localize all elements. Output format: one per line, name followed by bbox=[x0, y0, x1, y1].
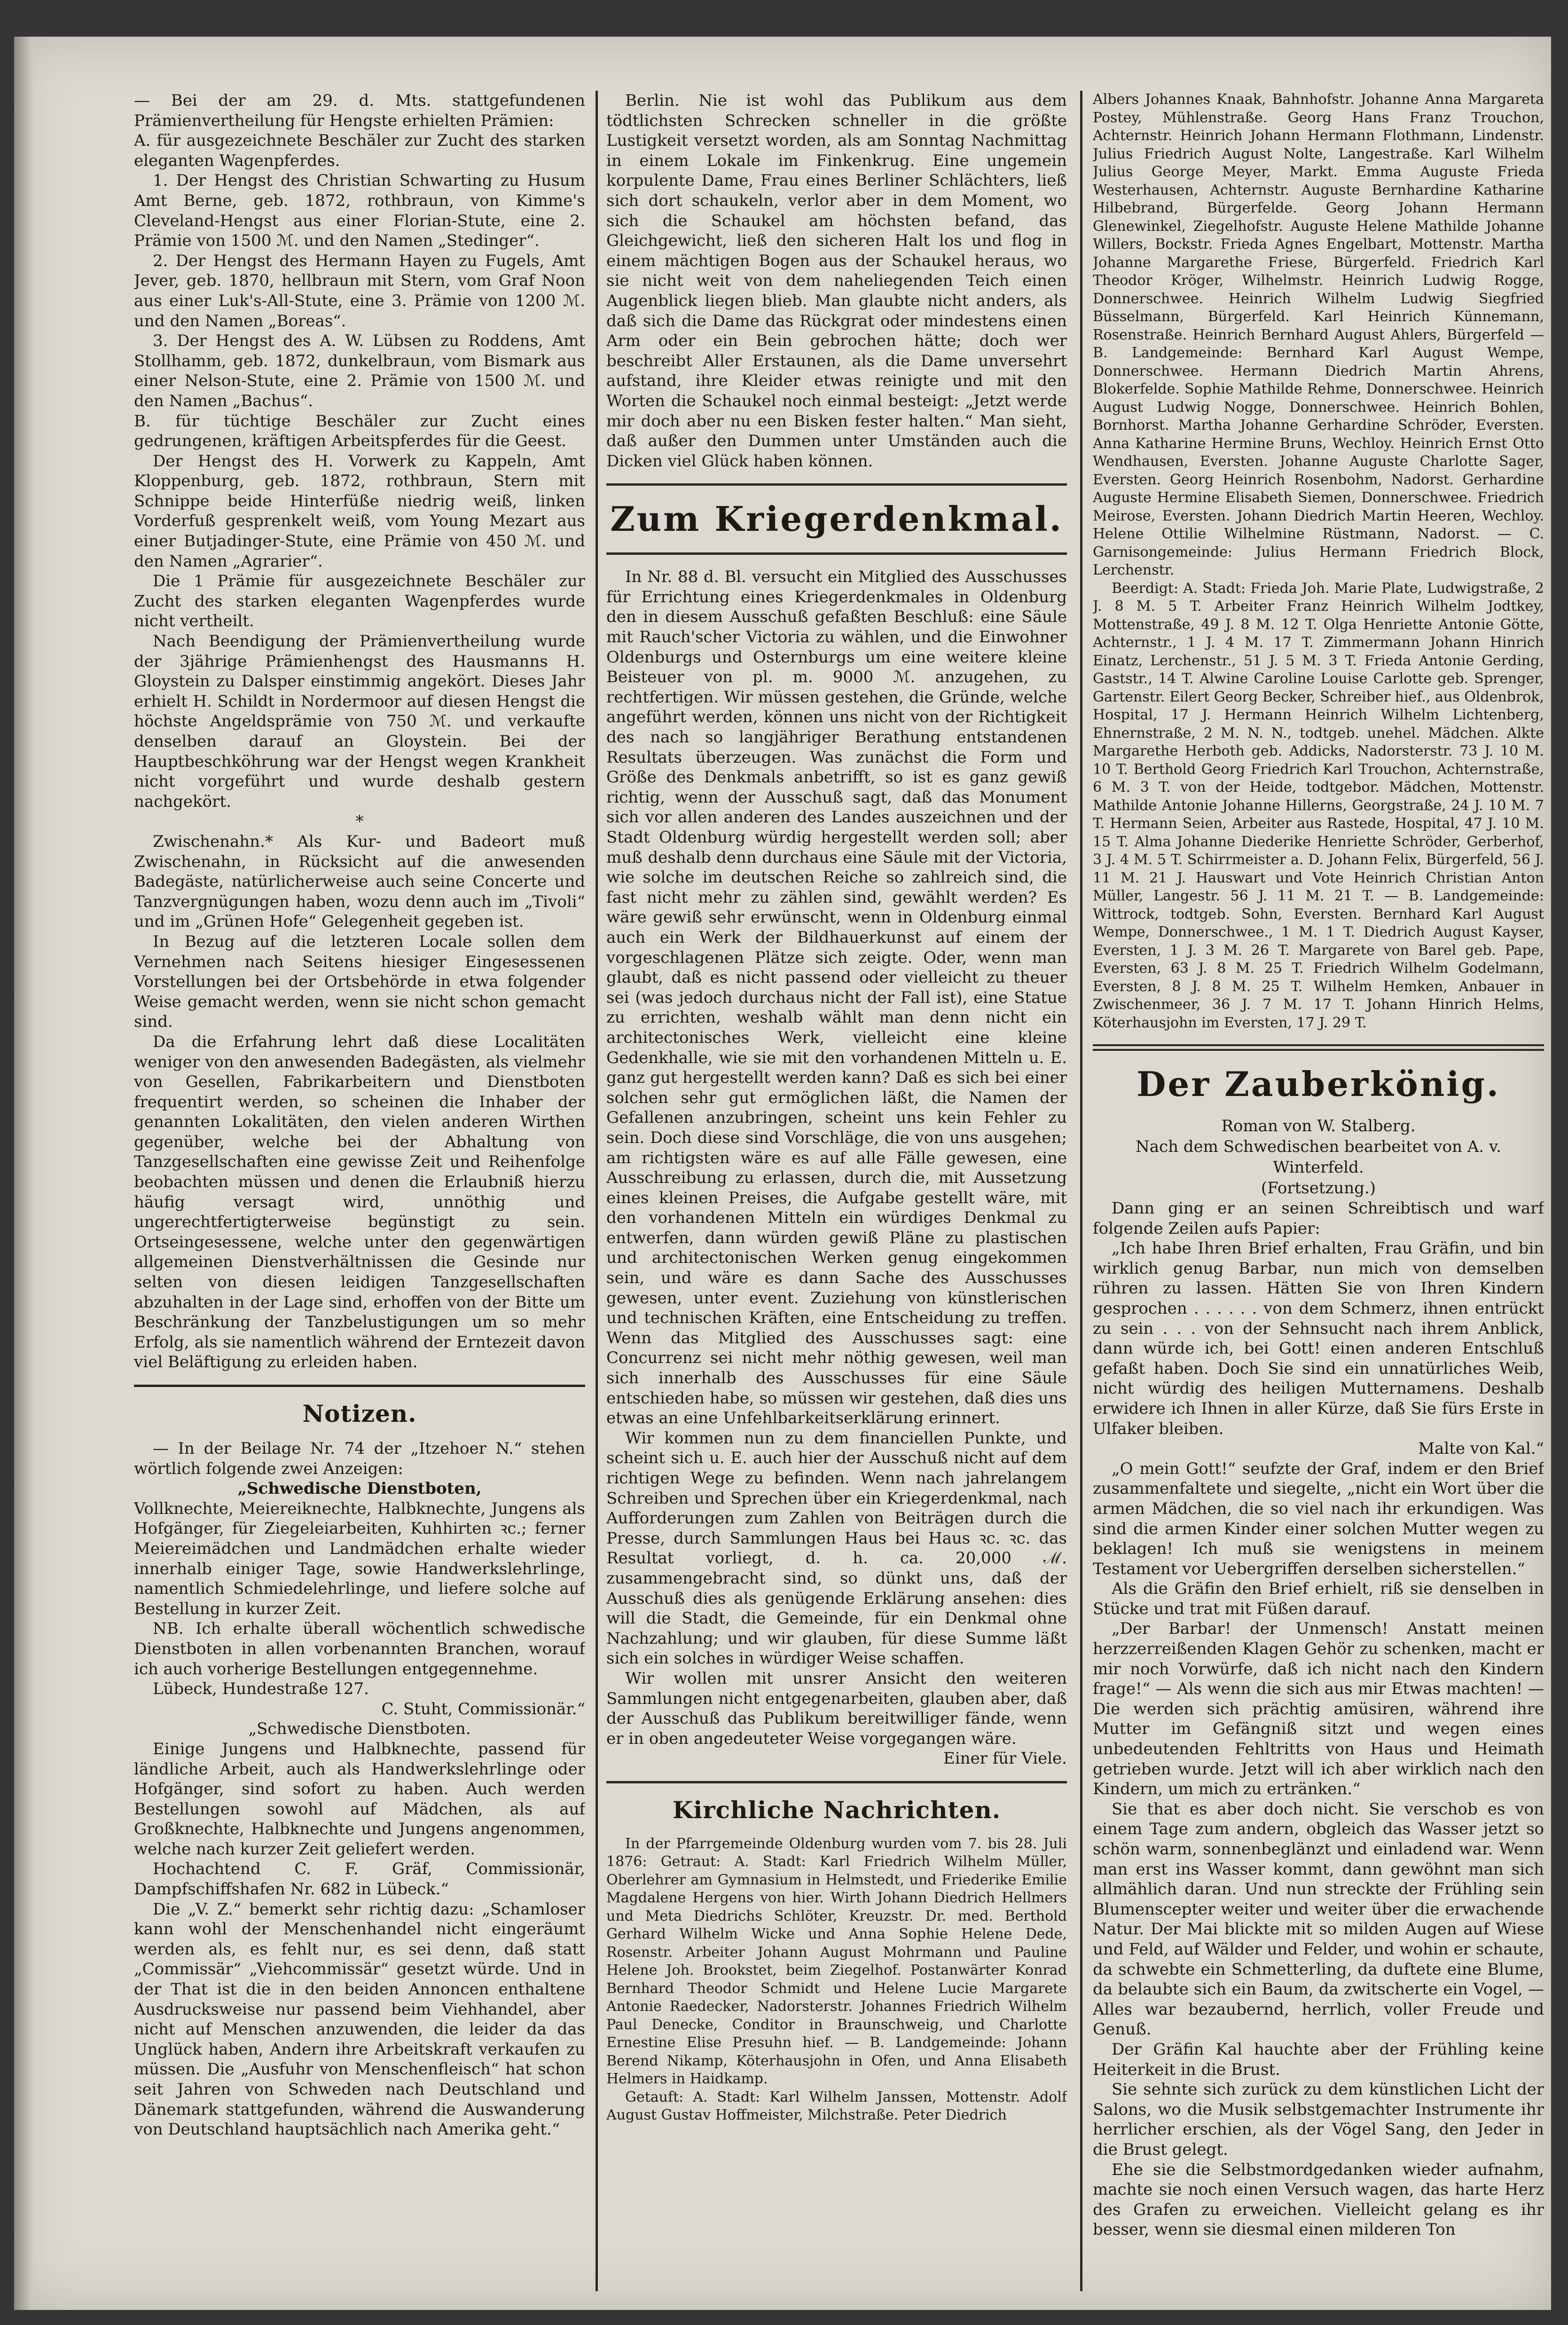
section-rule bbox=[134, 1385, 585, 1387]
notizen-heading: Notizen. bbox=[302, 1400, 417, 1427]
kriegerdenkmal-1: In Nr. 88 d. Bl. versucht ein Mitglied des Ausschusses für Errichtung eines Kriegerdenkmales in Oldenburg den in diesem Ausschuß gefaßten Beschluß: eine Säule mit Rauch'scher Victoria zu wählen, und die Einwohner Oldenburgs und Osternburgs um eine weitere kleine Beisteuer von pl. m. 9000 ℳ. anzugehen, zu rechtfertigen. Wir müssen gestehen, die Gründe, welche angeführt werden, können uns nicht von der Richtigkeit des nach so langjähriger Berathung entstandenen Resultats überzeugen. Was zunächst die Form und Größe des Denkmals anbetrifft, so ist es ganz gewiß richtig, wenn der Ausschuß sagt, daß das Monument sich vor allen anderen des Landes auszeichnen und der Stadt Oldenburg würdig hergestellt werden soll; aber muß deshalb denn durchaus eine Säule mit der Victoria, wie solche im deutschen Reiche so zahlreich sind, die fast nicht mehr zu zählen sind, gewählt werden? Es wäre gewiß sehr erwünscht, wenn in Oldenburg einmal auch ein Werk der Bildhauerkunst auf einem der vorgeschlagenen Plätze sich zeigte. Oder, wenn man glaubt, daß es nicht passend oder vielleicht zu theuer sei (was jedoch durchaus nicht der Fall ist), eine Statue zu errichten, weshalb wählt man denn nicht ein architectonisches Werk, vielleicht eine kleine Gedenkhalle, wie sie mit den vorhandenen Mitteln u. E. ganz gut hergestellt werden kann? Daß es sich bei einer solchen sehr gut ermöglichen läßt, die Namen der Gefallenen anzubringen, scheint uns kein Fehler zu sein. Doch diese sind Vorschläge, die von uns ausgehen; am richtigsten wäre es auf alle Fälle gewesen, eine Ausschreibung zu erlassen, durch die, mit Aussetzung eines kleinen Preises, die Aufgabe gestellt wäre, mit den vorhandenen Mitteln ein würdiges Denkmal zu entwerfen, dann würden gewiß Pläne zu plastischen und architectonischen Werken genug eingekommen sein, und wäre es dann Sache des Ausschusses gewesen, unter event. Zuziehung von künstlerischen und technischen Kräften, eine Entscheidung zu treffen. Wenn das Mitglied des Ausschusses sagt: eine Concurrenz sei nicht mehr nöthig gewesen, weil man sich innerhalb des Ausschusses für eine Säule entschieden habe, so müssen wir gestehen, daß dies uns etwas an eine Unfehlbarkeitserklärung erinnert. bbox=[606, 567, 1067, 1428]
roman-8: Der Gräfin Kal hauchte aber der Frühling keine Heiterkeit in die Brust. bbox=[1093, 2040, 1544, 2079]
notizen-8: Hochachtend C. F. Gräf, Commissionär, Dampfschiffshafen Nr. 682 in Lübeck.“ bbox=[134, 1860, 585, 1899]
notizen-ad-title: „Schwedische Dienstboten, bbox=[237, 1479, 482, 1498]
roman-6: „Der Barbar! der Unmensch! Anstatt meinen herzzerreißenden Klagen Gehör zu schenken, macht er mir noch Vorwürfe, daß ich nicht nach den Kindern frage!“ — Als wenn die sich aus mir Etwas machten! — Die werden sich prächtig amüsiren, während ihre Mutter im Gefängniß sitzt und wegen eines unbedeutenden Fehltritts von Haus und Heimath getrieben wurde. Jetzt will ich aber wirklich nach den Kindern, um mich zu ertränken.“ bbox=[1093, 1619, 1544, 1799]
kriegerdenkmal-3: Wir wollen mit unsrer Ansicht den weiteren Sammlungen nicht entgegenarbeiten, glauben aber, daß der Ausschuß das Publikum bereitwilliger fände, wenn er in oben angedeuteter Weise vorgegangen wäre. bbox=[606, 1669, 1067, 1748]
roman-3: Malte von Kal.“ bbox=[1418, 1439, 1544, 1458]
praemien-d-text: Nach Beendigung der Prämienvertheilung wurde der 3jährige Prämienhengst des Hausmanns H. Gloystein zu Dalsper einstimmig angekört. Dieses Jahr erhielt H. Schildt in Nordermoor auf diesen Hengst die höchste Angeldsprämie von 750 ℳ. und verkaufte denselben darauf an Gloystein. Bei der Hauptbeschköhrung war der Hengst wegen Krankheit nicht vorgeführt und wurde deshalb gestern nachgekört. bbox=[134, 632, 585, 811]
kriegerdenkmal-2: Wir kommen nun zu dem financiellen Punkte, und scheint sich u. E. auch hier der Ausschuß nicht auf dem richtigen Wege zu befinden. Wenn nach jahrelangem Schreiben und Sprechen über ein Kriegerdenkmal, nach Aufforderungen zum Zahlen von Beiträgen durch die Presse, durch Sammlungen Haus bei Haus ꝛc. ꝛc. das Resultat vorliegt, d. h. ca. 20,000 ℳ. zusammengebracht sind, so dünkt uns, daß der Ausschuß dies als genügende Erklärung ansehen: dies will die Stadt, die Gemeinde, für ein Denkmal ohne Nachzahlung; und wir glauben, für diese Summe läßt sich ein solches in würdiger Weise schaffen. bbox=[606, 1428, 1067, 1668]
zwischenahn-2: In Bezug auf die letzteren Locale sollen dem Vernehmen nach Seitens hiesiger Eingesessenen Vorstellungen bei der Ortsbehörde in etwa folgender Weise gemacht werden, wenn sie nicht schon gemacht sind. bbox=[134, 932, 585, 1032]
page-edge-shadow bbox=[14, 37, 33, 2310]
kirchliche-heading: Kirchliche Nachrichten. bbox=[672, 1796, 1001, 1824]
roman-10: Ehe sie die Selbstmordgedanken wieder aufnahm, machte sie noch einen Versuch wagen, das harte Herz des Grafen zu erweichen. Vielleicht gelang es ihr besser, wenn sie diesmal einen milderen Ton bbox=[1093, 2160, 1544, 2239]
notizen-5: C. Stuht, Commissionär.“ bbox=[381, 1699, 585, 1718]
praemien-b-text: Der Hengst des H. Vorwerk zu Kappeln, Amt Kloppenburg, geb. 1872, rothbraun, Stern mit Schnippe beide Hinterfüße niedrig weiß, linken Vorderfuß gesprenkelt weiß, vom Young Mezart aus einer Butjadinger-Stute, eine Prämie von 450 ℳ. und den Namen „Agrarier“. bbox=[134, 451, 585, 571]
roman-5: Als die Gräfin den Brief erhielt, riß sie denselben in Stücke und trat mit Füßen darauf. bbox=[1093, 1579, 1544, 1618]
notizen-7: Einige Jungens und Halbknechte, passend für ländliche Arbeit, auch als Handwerkslehrlinge oder Hofgänger, sind sofort zu haben. Auch werden Bestellungen sowohl auf Mädchen, als auf Großknechte, Halbknechte und Jungens angenommen, welche nach kurzer Zeit geliefert werden. bbox=[134, 1739, 585, 1859]
column-divider-2 bbox=[1080, 91, 1082, 2291]
column-1 bbox=[134, 91, 585, 2291]
zwischenahn-1: Zwischenahn.* Als Kur- und Badeort muß Zwischenahn, in Rücksicht auf die anwesenden Badegäste, natürlicherweise auch seine Concerte und Tanzvergnügungen haben, wozu denn auch im „Tivoli“ und im „Grünen Hofe“ Gelegenheit gegeben ist. bbox=[134, 832, 585, 931]
roman-translator: Nach dem Schwedischen bearbeitet von A. v. Winterfeld. bbox=[1136, 1137, 1501, 1177]
kriegerdenkmal-heading: Zum Kriegerdenkmal. bbox=[610, 499, 1063, 539]
newspaper-page bbox=[14, 37, 1551, 2310]
column-3 bbox=[1093, 91, 1544, 2291]
kirchliche-text: In der Pfarrgemeinde Oldenburg wurden vom 7. bis 28. Juli 1876: Getraut: A. Stadt: Karl Friedrich Wilhelm Müller, Oberlehrer am Gymnasium in Helmstedt, und Friederike Emilie Magdalene Hergens von hier. Wirth Johann Diedrich Hellmers und Meta Diedrichs Schlöter, Kreuzstr. Dr. med. Berthold Gerhard Wilhelm Wicke und Anna Sophie Helene Dede, Rosenstr. Arbeiter Johann August Mohrmann und Pauline Helene Joh. Brookstet, beim Ziegelhof. Postanwärter Konrad Bernhard Theodor Schmidt und Helene Lucie Margarete Antonie Raedecker, Nadorsterstr. Johannes Friedrich Wilhelm Paul Denecke, Conditor in Braunschweig, und Charlotte Ernestine Elise Presuhn hief. — B. Landgemeinde: Johann Berend Nikamp, Köterhausjohn in Ofen, und Anna Elisabeth Helmers in Haidkamp. bbox=[606, 1835, 1067, 2088]
berlin-article: Berlin. Nie ist wohl das Publikum aus dem tödtlichsten Schrecken schneller in die größte Lustigkeit versetzt worden, als am Sonntag Nachmittag in einem Lokale im Finkenkrug. Eine ungemein korpulente Dame, Frau eines Berliner Schlächters, ließ sich dort schaukeln, verlor aber in dem Moment, wo sich die Schaukel am höchsten befand, das Gleichgewicht, ließ den sicheren Halt los und flog in einem mächtigen Bogen aus der Schaukel heraus, wo sie nicht weit von dem naheliegenden Teich einen Augenblick liegen blieb. Man glaubte nicht anders, als daß sich die Dame das Rückgrat oder mindestens einen Arm oder ein Bein gebrochen hätte; doch wer beschreibt Aller Erstaunen, als die Dame unversehrt aufstand, ihre Kleider etwas reinigte und mit den Worten die Schaukel noch einmal besteigt: „Jetzt werde mir doch aber nu een Bisken fester halten.“ Man sieht, daß außer den Dummen unter Umständen auch die Dicken viel Glück haben können. bbox=[606, 91, 1067, 471]
praemien-a: A. für ausgezeichnete Beschäler zur Zucht des starken eleganten Wagenpferdes. bbox=[134, 131, 585, 170]
praemien-intro: — Bei der am 29. d. Mts. stattgefundenen Prämienvertheilung für Hengste erhielten Prämien: bbox=[134, 91, 585, 130]
zauberkoenig-heading: Der Zauberkönig. bbox=[1137, 1064, 1500, 1104]
notizen-4: Lübeck, Hundestraße 127. bbox=[153, 1679, 369, 1699]
column-2 bbox=[606, 91, 1067, 2291]
notizen-3: NB. Ich erhalte überall wöchentlich schwedische Dienstboten in allen vorbenannten Branchen, worauf ich auch vorherige Bestellungen entgegennehme. bbox=[134, 1619, 585, 1679]
zwischenahn-3: Da die Erfahrung lehrt daß diese Localitäten weniger von den anwesenden Badegästen, als vielmehr von Gesellen, Fabrikarbeitern und Dienstboten frequentirt werden, so scheinen die Inhaber der genannten Lokalitäten, den vielen anderen Wirthen gegenüber, welche bei der Abhaltung von Tanzgesellschaften eine gewisse Zeit und Reihenfolge beobachten müssen und denen die Erlaubniß hierzu häufig versagt wird, unnöthig und ungerechtfertigterweise begünstigt zu sein. Ortseingesessene, welche unter den gegenwärtigen allgemeinen Dienstverhältnissen die Gesinde nur selten von diesen leidigen Tanzgesellschaften abzuhalten in der Lage sind, erhoffen von der Bitte um Beschränkung der Tanzbelustigungen um so mehr Erfolg, als sie namentlich während der Erntezeit davon viel Beläftigung zu erleiden haben. bbox=[134, 1032, 585, 1372]
beerdigt-list: Beerdigt: A. Stadt: Frieda Joh. Marie Plate, Ludwigstraße, 2 J. 8 M. 5 T. Arbeiter Franz Heinrich Wilhelm Jodtkey, Mottenstraße, 49 J. 8 M. 12 T. Olga Henriette Antonie Götte, Achternstr., 1 J. 4 M. 17 T. Zimmermann Johann Hinrich Einatz, Lerchenstr., 51 J. 5 M. 3 T. Frieda Antonie Gerding, Gaststr., 14 T. Alwine Caroline Louise Carlotte geb. Sprenger, Gartenstr. Eilert Georg Becker, Schreiber hief., aus Oldenbrok, Hospital, 17 J. Hermann Heinrich Wilhelm Lichtenberg, Ehnernstraße, 2 M. N. N., todtgeb. unehel. Mädchen. Alkte Margarethe Herboth geb. Addicks, Nadorsterstr. 73 J. 10 M. 10 T. Berthold Georg Friedrich Karl Trouchon, Achternstraße, 6 M. 3 T. von der Heide, todtgebor. Mädchen, Mottenstr. Mathilde Antonie Johanne Hillerns, Georgstraße, 24 J. 10 M. 7 T. Hermann Seien, Arbeiter aus Rastede, Hospital, 47 J. 10 M. 15 T. Alma Johanne Diederike Henriette Schröder, Gerberhof, 3 J. 4 M. 5 T. Schirrmeister a. D. Johann Felix, Bürgerfeld, 56 J. 11 M. 21 J. Hauswart und Vote Heinrich Christian Anton Müller, Langestr. 56 J. 11 M. 21 T. — B. Landgemeinde: Wittrock, todtgeb. Sohn, Eversten. Bernhard Karl August Wempe, Donnerschwee., 1 M. 1 T. Diedrich August Kayser, Eversten, 1 J. 3 M. 26 T. Margarete von Barel geb. Pape, Eversten, 63 J. 8 M. 25 T. Friedrich Wilhelm Godelmann, Eversten, 8 J. 8 M. 25 T. Wilhelm Hemken, Anbauer in Zwischenmeer, 36 J. 7 M. 17 T. Johann Hinrich Helms, Köterhausjohn im Eversten, 17 J. 29 T. bbox=[1093, 580, 1544, 1031]
roman-9: Sie sehnte sich zurück zu dem künstlichen Licht der Salons, wo die Musik selbstgemachter Instrumente ihr herrlicher erschien, als der Vögel Sang, den Jeder in die Brust gelegt. bbox=[1093, 2080, 1544, 2159]
praemien-b: B. für tüchtige Beschäler zur Zucht eines gedrungenen, kräftigen Arbeitspferdes für die Geest. bbox=[134, 411, 585, 451]
notizen-6: „Schwedische Dienstboten. bbox=[248, 1719, 471, 1739]
praemien-1: 1. Der Hengst des Christian Schwarting zu Husum Amt Berne, geb. 1872, rothbraun, von Kimme's Cleveland-Hengst aus einer Florian-Stute, eine 2. Prämie von 1500 ℳ. und den Namen „Stedinger“. bbox=[134, 171, 585, 251]
notizen-9: Die „V. Z.“ bemerkt sehr richtig dazu: „Schamloser kann wohl der Menschenhandel nicht eingeräumt werden als, es fehlt nur, es sei denn, daß statt „Commissär“ „Viehcommissär“ gesetzt würde. Und in der That ist die in den beiden Annoncen enthaltene Ausdrucksweise nur passend beim Viehhandel, aber nicht auf Menschen anzuwenden, die leider da das Unglück haben, Andern ihre Arbeitskraft verkaufen zu müssen. Die „Ausfuhr von Menschenfleisch“ hat schon seit Jahren von Schweden nach Deutschland und Dänemark stattgefunden, während die Auswanderung von Deutschland hauptsächlich nach Amerika geht.“ bbox=[134, 1899, 585, 2139]
section-rule bbox=[606, 483, 1067, 486]
roman-7: Sie that es aber doch nicht. Sie verschob es von einem Tage zum andern, obgleich das Wasser jetzt so schön warm, sonnenbeglänzt und einladend war. Wenn man erst ins Wasser kommt, dann gewöhnt man sich allmählich daran. Und nun streckte der Frühling sein Blumenscepter weiter und weiter über die erwachende Natur. Der Mai blickte mit so milden Augen auf Wiese und Feld, auf Wälder und Felder, und wohin er schaute, da schwebte ein Schmetterling, da duftete eine Blume, da belaubte sich ein Baum, da zwitscherte ein Vogel, — Alles war bezaubernd, herrlich, voller Freude und Genuß. bbox=[1093, 1799, 1544, 2039]
kriegerdenkmal-signature: Einer für Viele. bbox=[943, 1749, 1067, 1768]
section-double-rule bbox=[1093, 1044, 1544, 1051]
roman-continuation: (Fortsetzung.) bbox=[1261, 1179, 1376, 1198]
section-rule bbox=[606, 552, 1067, 555]
asterisk-divider: * bbox=[355, 812, 364, 831]
praemien-2: 2. Der Hengst des Hermann Hayen zu Fugels, Amt Jever, geb. 1870, hellbraun mit Stern, vom Graf Noon aus einer Luk's-All-Stute, eine 3. Prämie von 1200 ℳ. und den Namen „Boreas“. bbox=[134, 251, 585, 331]
roman-4: „O mein Gott!“ seufzte der Graf, indem er den Brief zusammenfaltete und siegelte, „nicht ein Wort über die armen Mädchen, die so viel nach ihr erkundigen. Was sind die armen Kinder einer solchen Mutter wegen zu beklagen! Ich muß sie wenigstens in meinem Testament vor Uebergriffen derselben sicherstellen.“ bbox=[1093, 1459, 1544, 1578]
notizen-1: — In der Beilage Nr. 74 der „Itzehoer N.“ stehen wörtlich folgende zwei Anzeigen: bbox=[134, 1439, 585, 1478]
roman-author: Roman von W. Stalberg. bbox=[1221, 1117, 1416, 1135]
section-rule bbox=[606, 1781, 1067, 1783]
roman-2: „Ich habe Ihren Brief erhalten, Frau Gräfin, und bin wirklich genug Barbar, nun mich von demselben rühren zu lassen. Hätten Sie von Ihren Kindern gesprochen . . . . . . von dem Schmerz, ihnen entrückt zu sein . . . von der Sehnsucht nach ihrem Anblick, dann würde ich, bei Gott! einen anderen Entschluß gefaßt haben. Doch Sie sind ein unnatürliches Weib, nicht würdig des heiligen Mutternamens. Deshalb erwidere ich Ihnen in aller Kürze, daß Sie fürs Erste in Ulfaker bleiben. bbox=[1093, 1239, 1544, 1438]
getauft-continued: Albers Johannes Knaak, Bahnhofstr. Johanne Anna Margareta Postey, Mühlenstraße. Georg Hans Franz Trouchon, Achternstr. Heinrich Johann Hermann Flothmann, Lindenstr. Julius Friedrich August Nolte, Langestraße. Karl Wilhelm Julius George Meyer, Markt. Emma Auguste Frieda Westerhausen, Achternstr. Auguste Bernhardine Katharine Hilbebrand, Bürgerfelde. Georg Johann Hermann Glenewinkel, Ziegelhofstr. Auguste Helene Mathilde Johanne Willers, Bockstr. Frieda Agnes Engelbart, Mottenstr. Martha Johanne Margarethe Friese, Bürgerfeld. Friedrich Karl Theodor Kröger, Wilhelmstr. Heinrich Ludwig Rogge, Donnerschwee. Heinrich Wilhelm Ludwig Siegfried Büsselmann, Bürgerfeld. Karl Heinrich Künnemann, Rosenstraße. Heinrich Bernhard August Ahlers, Bürgerfeld — B. Landgemeinde: Bernhard Karl August Wempe, Donnerschwee. Hermann Diedrich Martin Ahrens, Blokerfelde. Sophie Mathilde Rehme, Donnerschwee. Heinrich August Ludwig Nogge, Donnerschwee. Heinrich Bohlen, Bornhorst. Martha Johanne Gerhardine Schröder, Eversten. Anna Katharine Hermine Bruns, Wechloy. Heinrich Ernst Otto Wendhausen, Eversten. Johanne Auguste Charlotte Sager, Eversten. Georg Heinrich Rosenbohm, Nadorst. Gerhardine Auguste Hermine Elisabeth Siemen, Donnerschwee. Friedrich Meirose, Eversten. Johann Diedrich Martin Heeren, Wechloy. Helene Ottilie Wilhelmine Rüstmann, Nadorst. — C. Garnisongemeinde: Julius Hermann Friedrich Block, Lerchenstr. bbox=[1093, 91, 1544, 578]
kirchliche-getauft: Getauft: A. Stadt: Karl Wilhelm Janssen, Mottenstr. Adolf August Gustav Hoffmeister, Milchstraße. Peter Diedrich bbox=[606, 2089, 1067, 2124]
praemien-c-text: Die 1 Prämie für ausgezeichnete Beschäler zur Zucht des starken eleganten Wagenpferdes wurde nicht vertheilt. bbox=[134, 572, 585, 631]
column-divider-1 bbox=[596, 91, 598, 2291]
praemien-3: 3. Der Hengst des A. W. Lübsen zu Roddens, Amt Stollhamm, geb. 1872, dunkelbraun, vom Bismark aus einer Nelson-Stute, eine 2. Prämie von 1500 ℳ. und den Namen „Bachus“. bbox=[134, 331, 585, 410]
roman-1: Dann ging er an seinen Schreibtisch und warf folgende Zeilen aufs Papier: bbox=[1093, 1199, 1544, 1238]
notizen-2: Vollknechte, Meiereiknechte, Halbknechte, Jungens als Hofgänger, für Ziegeleiarbeiten, Kuhhirten ꝛc.; ferner Meiereimädchen und Landmädchen erhalte wieder innerhalb einiger Tage, sowie Handwerkslehrlinge, namentlich Schmiedelehrlinge, und liefere solche auf Bestellung in kurzer Zeit. bbox=[134, 1499, 585, 1618]
